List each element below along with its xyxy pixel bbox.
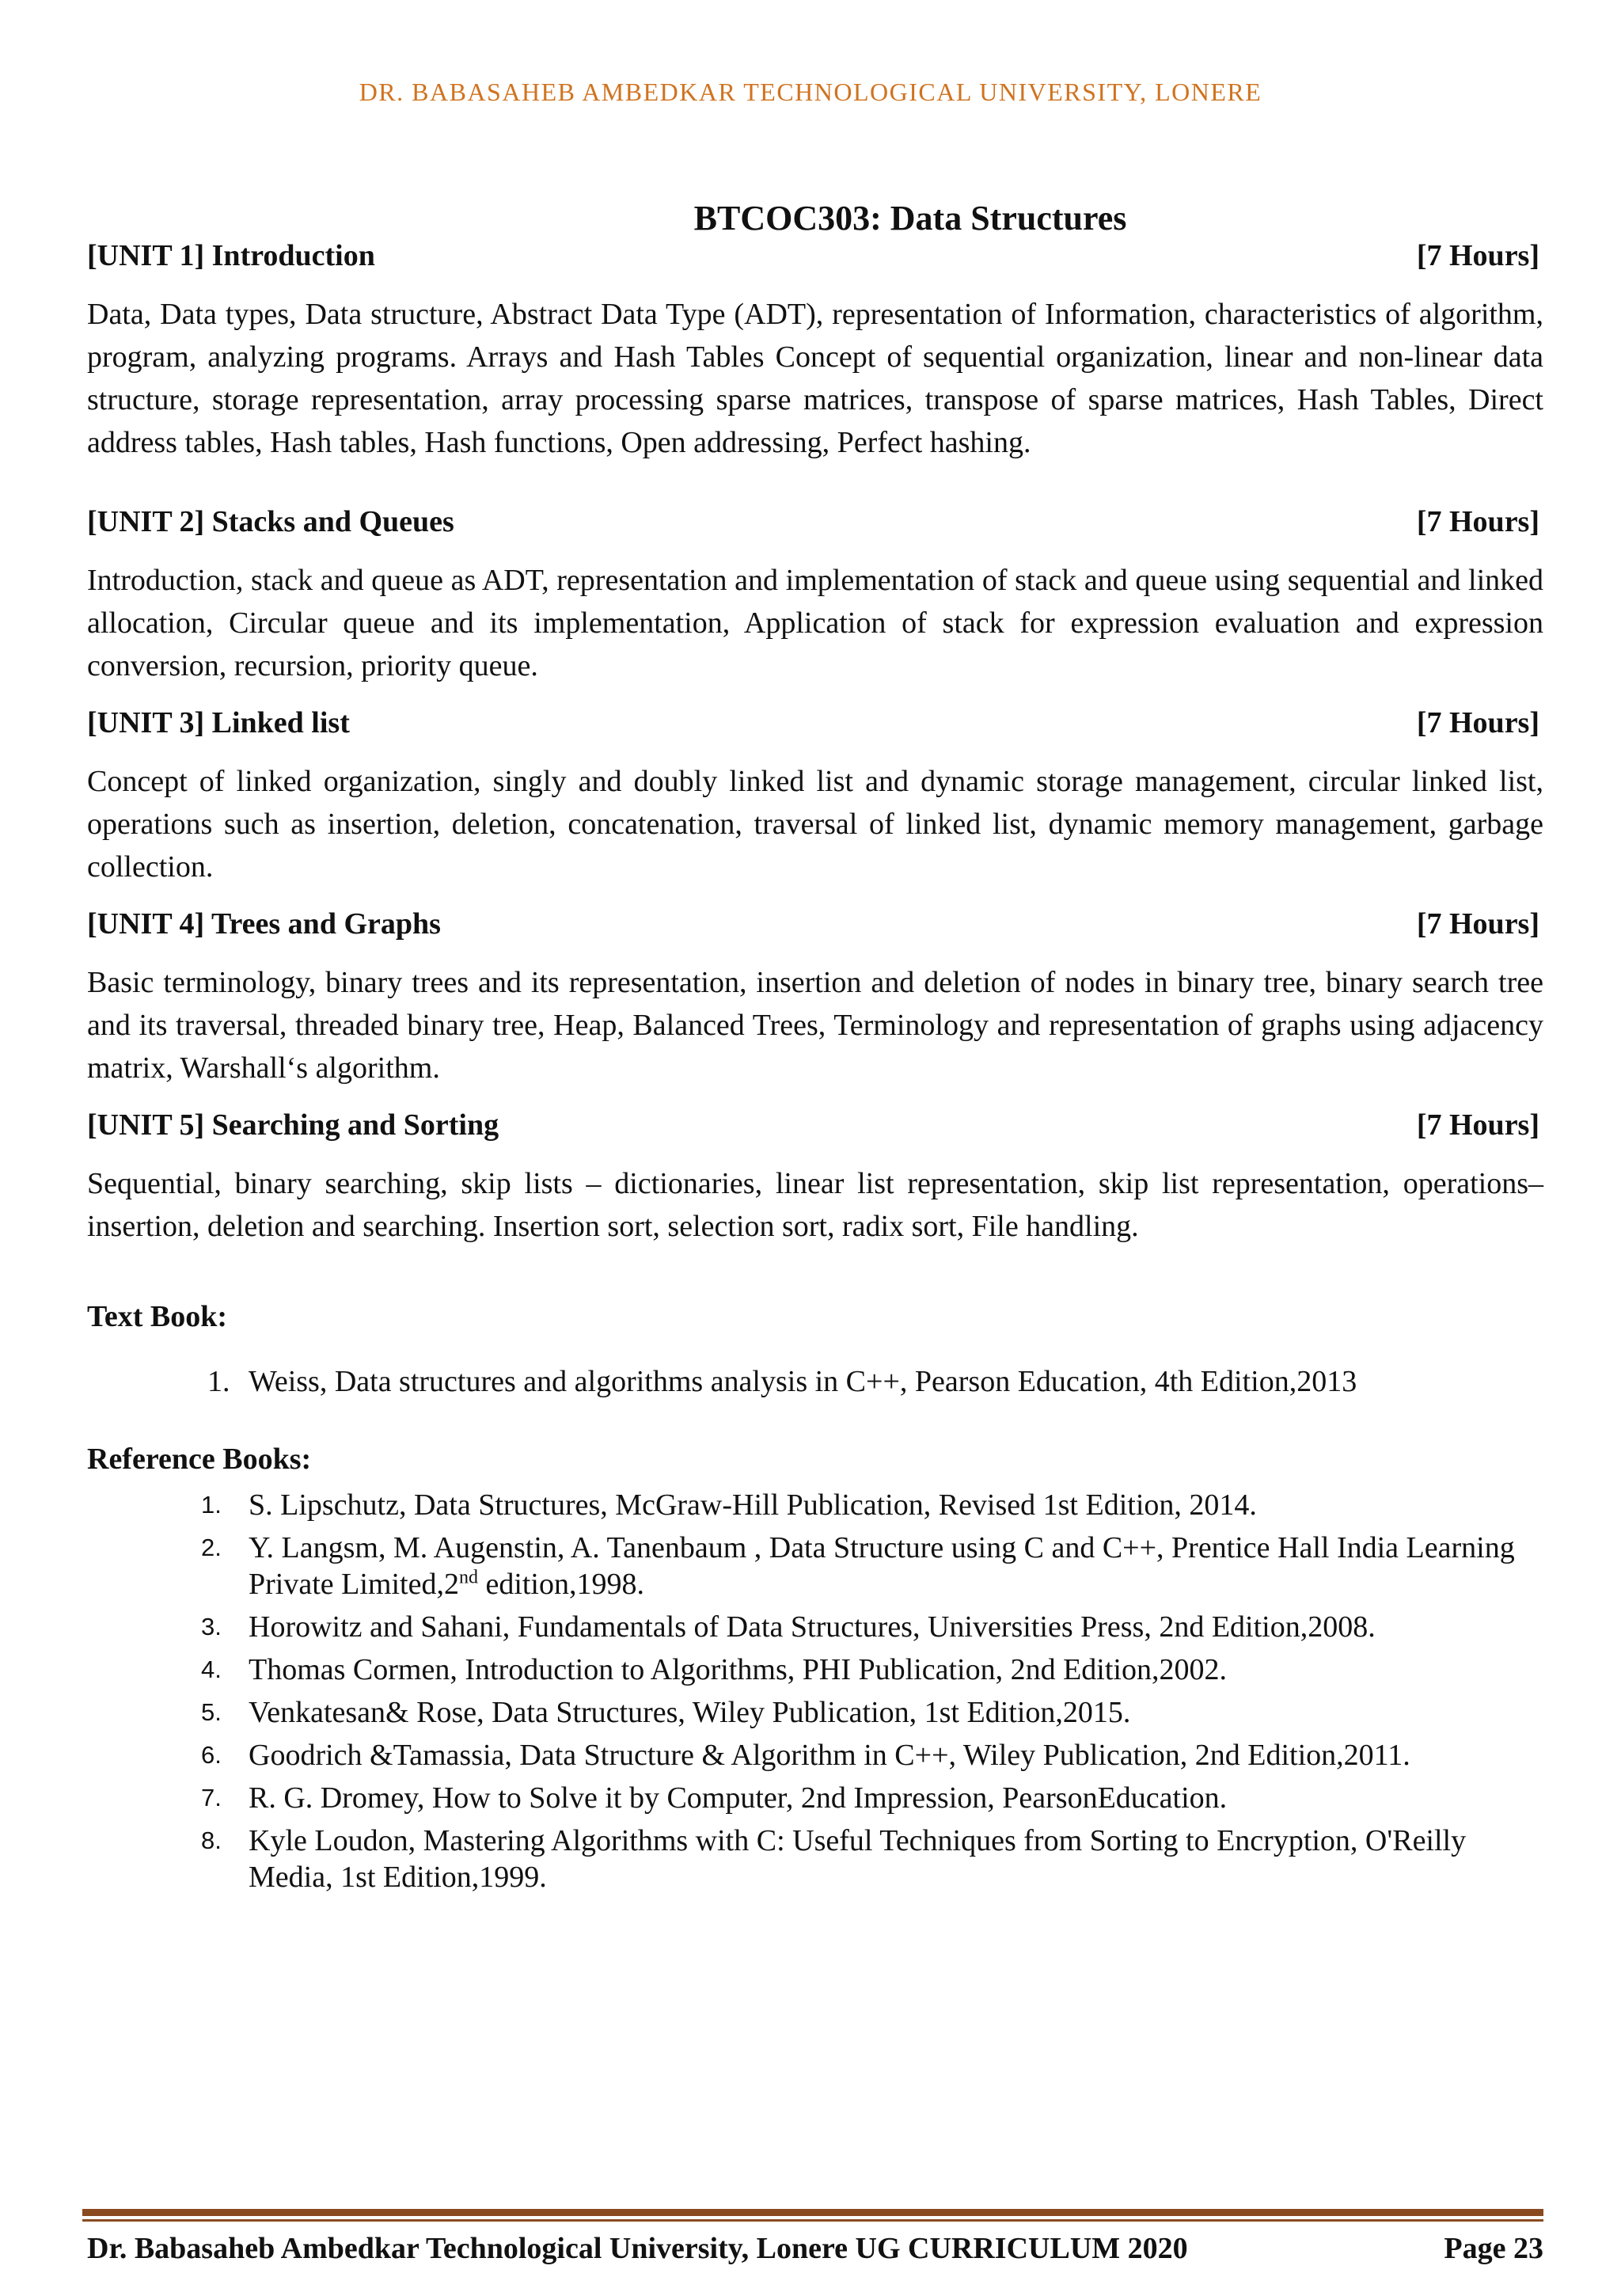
list-number: 5. xyxy=(201,1698,222,1726)
unit-heading xyxy=(87,906,1543,942)
reference-books-heading: Reference Books: xyxy=(87,1443,312,1476)
text-book-list xyxy=(207,1363,1543,1400)
list-number: 2. xyxy=(201,1534,222,1561)
list-number: 8. xyxy=(201,1827,222,1854)
list-item xyxy=(198,1780,1543,1816)
footer-text: Dr. Babasaheb Ambedkar Technological University, Lonere UG CURRICULUM 2020 xyxy=(87,2232,1188,2265)
running-footer xyxy=(87,2231,1543,2266)
book-citation: Venkatesan& Rose, Data Structures, Wiley Publication, 1st Edition,2015. xyxy=(249,1696,1131,1729)
book-citation xyxy=(249,1530,1543,1602)
list-item xyxy=(198,1737,1543,1773)
book-citation: S. Lipschutz, Data Structures, McGraw-Hill Publication, Revised 1st Edition, 2014. xyxy=(249,1488,1257,1522)
unit-2 xyxy=(87,504,1543,687)
list-number: 7. xyxy=(201,1784,222,1811)
text-book-section xyxy=(87,1298,1543,1400)
running-header: DR. BABASAHEB AMBEDKAR TECHNOLOGICAL UNIVERSITY, LONERE xyxy=(359,78,1262,106)
unit-title: [UNIT 3] Linked list xyxy=(87,706,350,739)
book-citation: Horowitz and Sahani, Fundamentals of Data Structures, Universities Press, 2nd Edition,2008. xyxy=(249,1610,1376,1644)
unit-heading xyxy=(87,238,1543,274)
list-number: 1. xyxy=(207,1365,230,1398)
unit-content: Sequential, binary searching, skip lists – dictionaries, linear list representation, skip list representation, operations– insertion, deletion and searching. Insertion sort, selection sort, radix sort, File handling. xyxy=(87,1167,1543,1243)
list-number: 1. xyxy=(201,1491,222,1519)
unit-content: Introduction, stack and queue as ADT, representation and implementation of stack and queue using sequential and linked allocation, Circular queue and its implementation, Application of stack for expression evaluation and expression conversion, recursion, priority queue. xyxy=(87,564,1543,682)
unit-heading xyxy=(87,1107,1543,1143)
unit-heading xyxy=(87,504,1543,540)
unit-title: [UNIT 2] Stacks and Queues xyxy=(87,505,454,538)
ordinal-suffix: nd xyxy=(458,1567,478,1588)
list-number: 3. xyxy=(201,1613,222,1640)
list-item xyxy=(198,1609,1543,1645)
unit-5 xyxy=(87,1107,1543,1248)
unit-heading xyxy=(87,705,1543,741)
text-book-heading: Text Book: xyxy=(87,1300,228,1333)
unit-title: [UNIT 1] Introduction xyxy=(87,239,375,272)
book-citation: Thomas Cormen, Introduction to Algorithms, PHI Publication, 2nd Edition,2002. xyxy=(249,1653,1227,1686)
unit-hours: [7 Hours] xyxy=(1416,505,1539,538)
list-item xyxy=(198,1530,1543,1602)
unit-title: [UNIT 4] Trees and Graphs xyxy=(87,907,441,941)
unit-hours: [7 Hours] xyxy=(1416,1108,1539,1142)
book-citation: Goodrich &Tamassia, Data Structure & Algorithm in C++, Wiley Publication, 2nd Edition,2011. xyxy=(249,1739,1410,1772)
unit-content: Concept of linked organization, singly and doubly linked list and dynamic storage management, circular linked list, operations such as insertion, deletion, concatenation, traversal of linked list, dynamic memory management, garbage collection. xyxy=(87,765,1543,884)
unit-title: [UNIT 5] Searching and Sorting xyxy=(87,1108,499,1142)
citation-text: edition,1998. xyxy=(477,1568,644,1601)
list-item xyxy=(207,1363,1543,1400)
unit-4 xyxy=(87,906,1543,1089)
reference-books-list xyxy=(198,1487,1543,1895)
list-number: 4. xyxy=(201,1655,222,1683)
unit-hours: [7 Hours] xyxy=(1416,907,1539,941)
book-citation: R. G. Dromey, How to Solve it by Computer, 2nd Impression, PearsonEducation. xyxy=(249,1781,1228,1815)
book-citation: Weiss, Data structures and algorithms analysis in C++, Pearson Education, 4th Edition,2013 xyxy=(249,1365,1357,1398)
unit-3 xyxy=(87,705,1543,888)
citation-text: Y. Langsm, M. Augenstin, A. Tanenbaum , Data Structure using C and C++, Prentice Hall India Learning Private Limited,2 xyxy=(249,1531,1515,1601)
unit-content: Basic terminology, binary trees and its representation, insertion and deletion of nodes in binary tree, binary search tree and its traversal, threaded binary tree, Heap, Balanced Trees, Terminology and representation of graphs using adjacency matrix, Warshall‘s algorithm. xyxy=(87,966,1543,1085)
list-item xyxy=(198,1652,1543,1688)
unit-hours: [7 Hours] xyxy=(1416,239,1539,272)
list-number: 6. xyxy=(201,1741,222,1769)
footer-divider xyxy=(82,2209,1543,2216)
list-item xyxy=(198,1823,1543,1895)
book-citation: Kyle Loudon, Mastering Algorithms with C: Useful Techniques from Sorting to Encryption, O'Reilly Media, 1st Edition,1999. xyxy=(249,1824,1467,1894)
syllabus-content xyxy=(87,238,1543,1902)
unit-content: Data, Data types, Data structure, Abstract Data Type (ADT), representation of Information, characteristics of algorithm, program, analyzing programs. Arrays and Hash Tables Concept of sequential organization, linear and non-linear data structure, storage representation, array processing sparse matrices, transpose of sparse matrices, Hash Tables, Direct address tables, Hash tables, Hash functions, Open addressing, Perfect hashing. xyxy=(87,298,1543,459)
unit-hours: [7 Hours] xyxy=(1416,706,1539,739)
list-item xyxy=(198,1694,1543,1731)
footer-divider xyxy=(82,2219,1543,2222)
reference-books-section xyxy=(87,1441,1543,1895)
course-title: BTCOC303: Data Structures xyxy=(693,199,1127,238)
unit-1 xyxy=(87,238,1543,464)
page-number: Page 23 xyxy=(1444,2232,1543,2265)
list-item xyxy=(198,1487,1543,1523)
